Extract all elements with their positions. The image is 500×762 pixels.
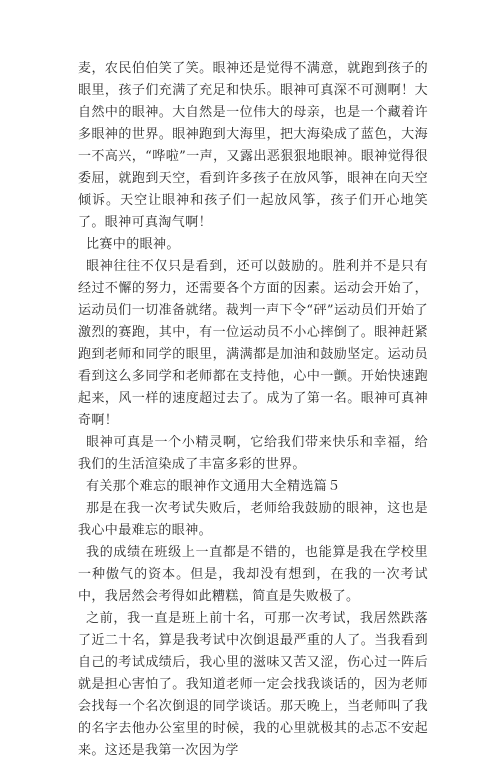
paragraph-gaze-elf: 眼神可真是一个小精灵啊，它给我们带来快乐和幸福，给我们的生活渲染成了丰富多彩的世界。	[78, 435, 428, 472]
paragraph-exam-failure: 那是在我一次考试失败后，老师给我鼓励的眼神，这也是我心中最难忘的眼神。	[78, 501, 428, 538]
paragraph-rank-drop: 之前，我一直是班上前十名，可那一次考试，我居然跌落了近二十名，算是我考试中次倒退最严重的人了。当我看到自己的考试成绩后，我心里的滋味又苦又涩，伤心过一阵后就是担心害怕了。我知道老师一定会找我谈话的，因为老师会找每一个名次倒退的同学谈话。那天晚上，当老师叫了我的名字去他办公室里的时候，我的心里就极其的忐忑不安起来。这还是我第一次因为学	[78, 611, 428, 758]
paragraph-grades: 我的成绩在班级上一直都是不错的，也能算是我在学校里一种傲气的资本。但是，我却没有想到，在我的一次考试中，我居然会考得如此糟糕，简直是失败极了。	[78, 545, 428, 604]
paragraph-race-gaze: 眼神往往不仅只是看到，还可以鼓励的。胜利并不是只有经过不懈的努力，还需要各个方面的因素。运动会开始了，运动员们一切准备就绪。裁判一声下令“砰”运动员们开始了激烈的赛跑，其中，有一位运动员不小心摔倒了。眼神赶紧跑到老师和同学的眼里，满满都是加油和鼓励坚定。运动员看到这么多同学和老师都在支持他，心中一颤。开始快速跑起来，风一样的速度超过去了。成为了第一名。眼神可真神奇啊！	[78, 259, 428, 428]
article-body	[78, 58, 428, 762]
article-heading-part-5: 有关那个难忘的眼神作文通用大全精选篇５	[86, 479, 341, 494]
section-heading-race-gaze: 比赛中的眼神。	[86, 237, 180, 252]
paragraph-nature-gaze: 麦，农民伯伯笑了笑。眼神还是觉得不满意，就跑到孩子的眼里，孩子们充满了充足和快乐。眼神可真深不可测啊！大自然中的眼神。大自然是一位伟大的母亲，也是一个藏着许多眼神的世界。眼神跑到大海里，把大海染成了蓝色，大海一不高兴，“哗啦”一声，又露出恶狠狠地眼神。眼神觉得很委屈，就跑到天空，看到许多孩子在放风筝，眼神在向天空倾诉。天空让眼神和孩子们一起放风筝，孩子们开心地笑了。眼神可真淘气啊！	[78, 61, 428, 230]
